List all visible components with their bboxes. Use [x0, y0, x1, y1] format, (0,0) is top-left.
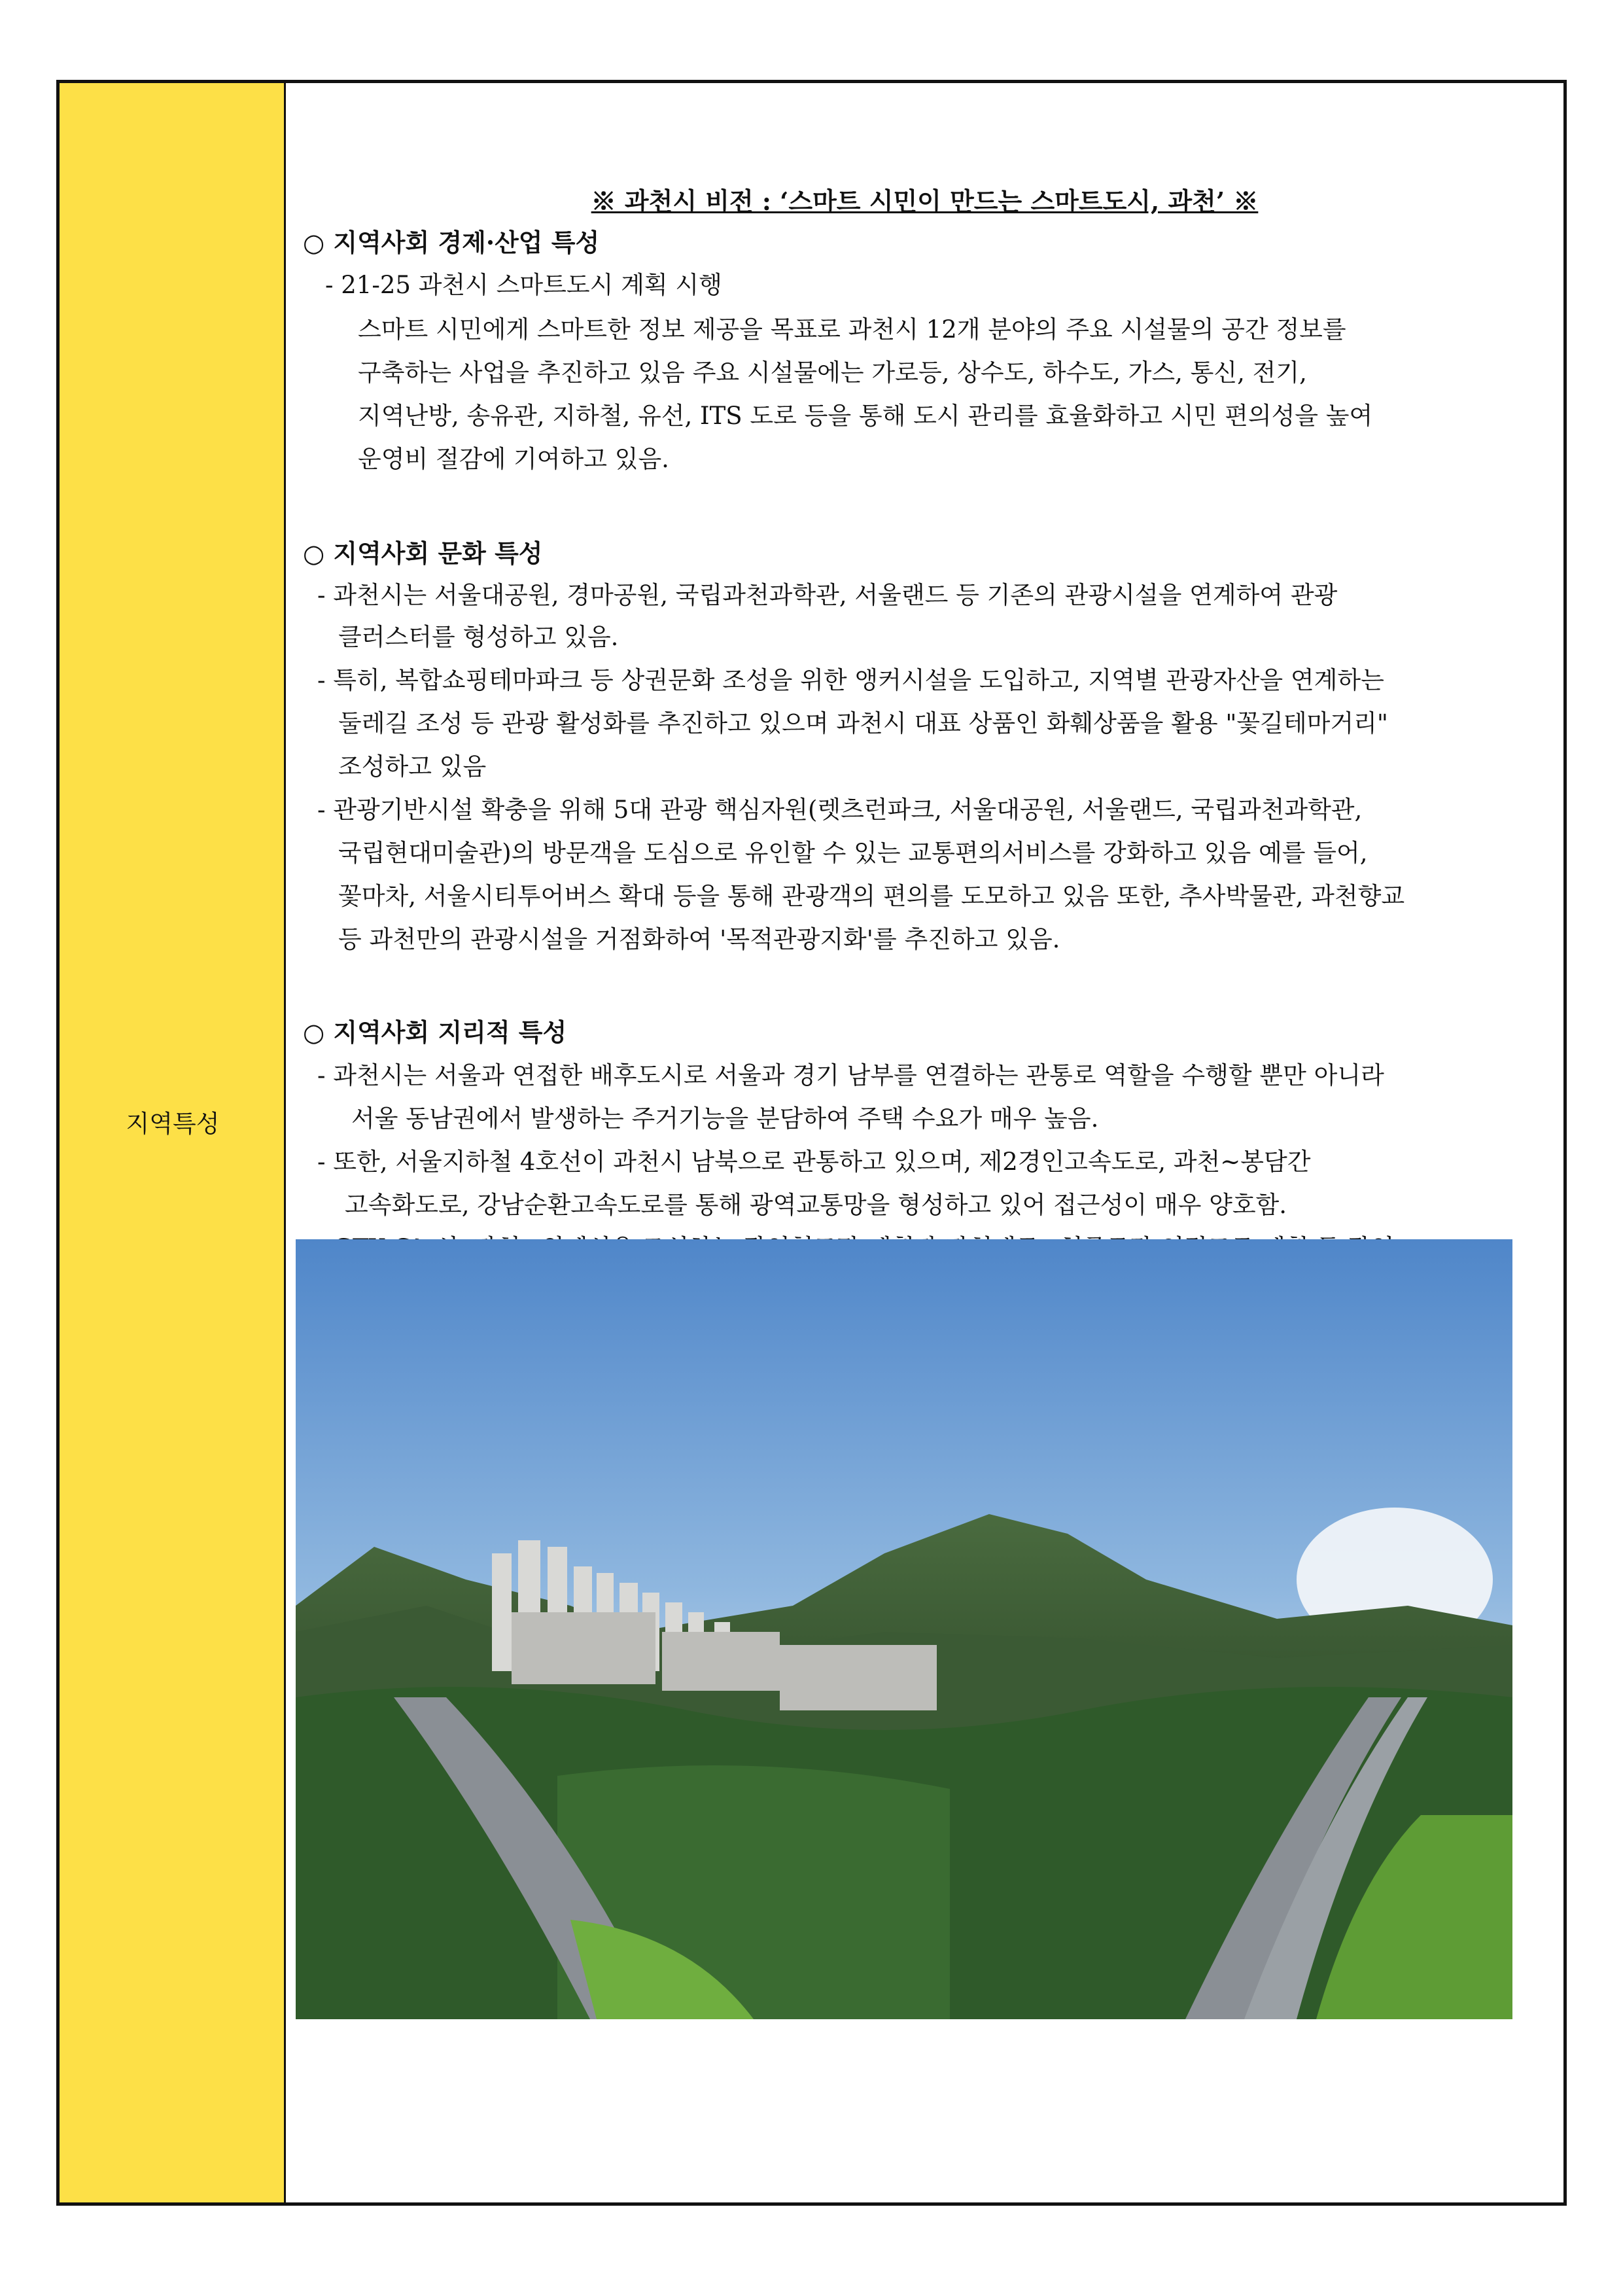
economy-line: 운영비 절감에 기여하고 있음. [358, 445, 669, 473]
culture-line: - 특히, 복합쇼핑테마파크 등 상권문화 조성을 위한 앵커시설을 도입하고, 지역별 관광자산을 연계하는 [317, 666, 1384, 694]
culture-line: - 관광기반시설 확충을 위해 5대 관광 핵심자원(렛츠런파크, 서울대공원, 서울랜드, 국립과천과학관, [317, 796, 1363, 824]
culture-line: 둘레길 조성 등 관광 활성화를 추진하고 있으며 과천시 대표 상품인 화훼상품을 활용 "꽃길테마거리" [338, 709, 1388, 737]
economy-line: - 21-25 과천시 스마트도시 계획 시행 [325, 271, 722, 299]
geography-line: - 과천시는 서울과 연접한 배후도시로 서울과 경기 남부를 연결하는 관통로 역할을 수행할 뿐만 아니라 [317, 1061, 1384, 1089]
economy-line: 스마트 시민에게 스마트한 정보 제공을 목표로 과천시 12개 분야의 주요 시설물의 공간 정보를 [358, 315, 1346, 344]
culture-line: 클러스터를 형성하고 있음. [338, 623, 619, 651]
culture-line: 등 과천만의 관광시설을 거점화하여 '목적관광지화'를 추진하고 있음. [338, 925, 1060, 953]
geography-line: 고속화도로, 강남순환고속도로를 통해 광역교통망을 형성하고 있어 접근성이 매우 양호함. [345, 1191, 1287, 1219]
geography-line: - 또한, 서울지하철 4호선이 과천시 남북으로 관통하고 있으며, 제2경인고속도로, 과천~봉담간 [317, 1148, 1311, 1176]
section-heading-culture: ○ 지역사회 문화 특성 [303, 539, 543, 568]
section-heading-geography: ○ 지역사회 지리적 특성 [303, 1017, 567, 1047]
economy-line: 지역난방, 송유관, 지하철, 유선, ITS 도로 등을 통해 도시 관리를 효율화하고 시민 편의성을 높여 [358, 402, 1373, 430]
culture-line: 꽃마차, 서울시티투어버스 확대 등을 통해 관광객의 편의를 도모하고 있음 또한, 추사박물관, 과천향교 [338, 882, 1405, 910]
vision-statement: ※ 과천시 비전 : ‘스마트 시민이 만드는 스마트도시, 과천’ ※ [591, 186, 1259, 216]
city-panorama-photo [296, 1239, 1512, 2019]
culture-line: - 과천시는 서울대공원, 경마공원, 국립과천과학관, 서울랜드 등 기존의 관광시설을 연계하여 관광 [317, 581, 1338, 609]
culture-line: 국립현대미술관)의 방문객을 도심으로 유인할 수 있는 교통편의서비스를 강화하고 있음 예를 들어, [338, 839, 1368, 867]
culture-line: 조성하고 있음 [338, 752, 487, 781]
side-label: 지역특성 [126, 1110, 220, 1138]
section-heading-economy: ○ 지역사회 경제·산업 특성 [303, 228, 600, 257]
label-column [60, 83, 286, 2202]
economy-line: 구축하는 사업을 추진하고 있음 주요 시설물에는 가로등, 상수도, 하수도, 가스, 통신, 전기, [358, 359, 1307, 387]
geography-line: 서울 동남권에서 발생하는 주거기능을 분담하여 주택 수요가 매우 높음. [351, 1104, 1099, 1133]
